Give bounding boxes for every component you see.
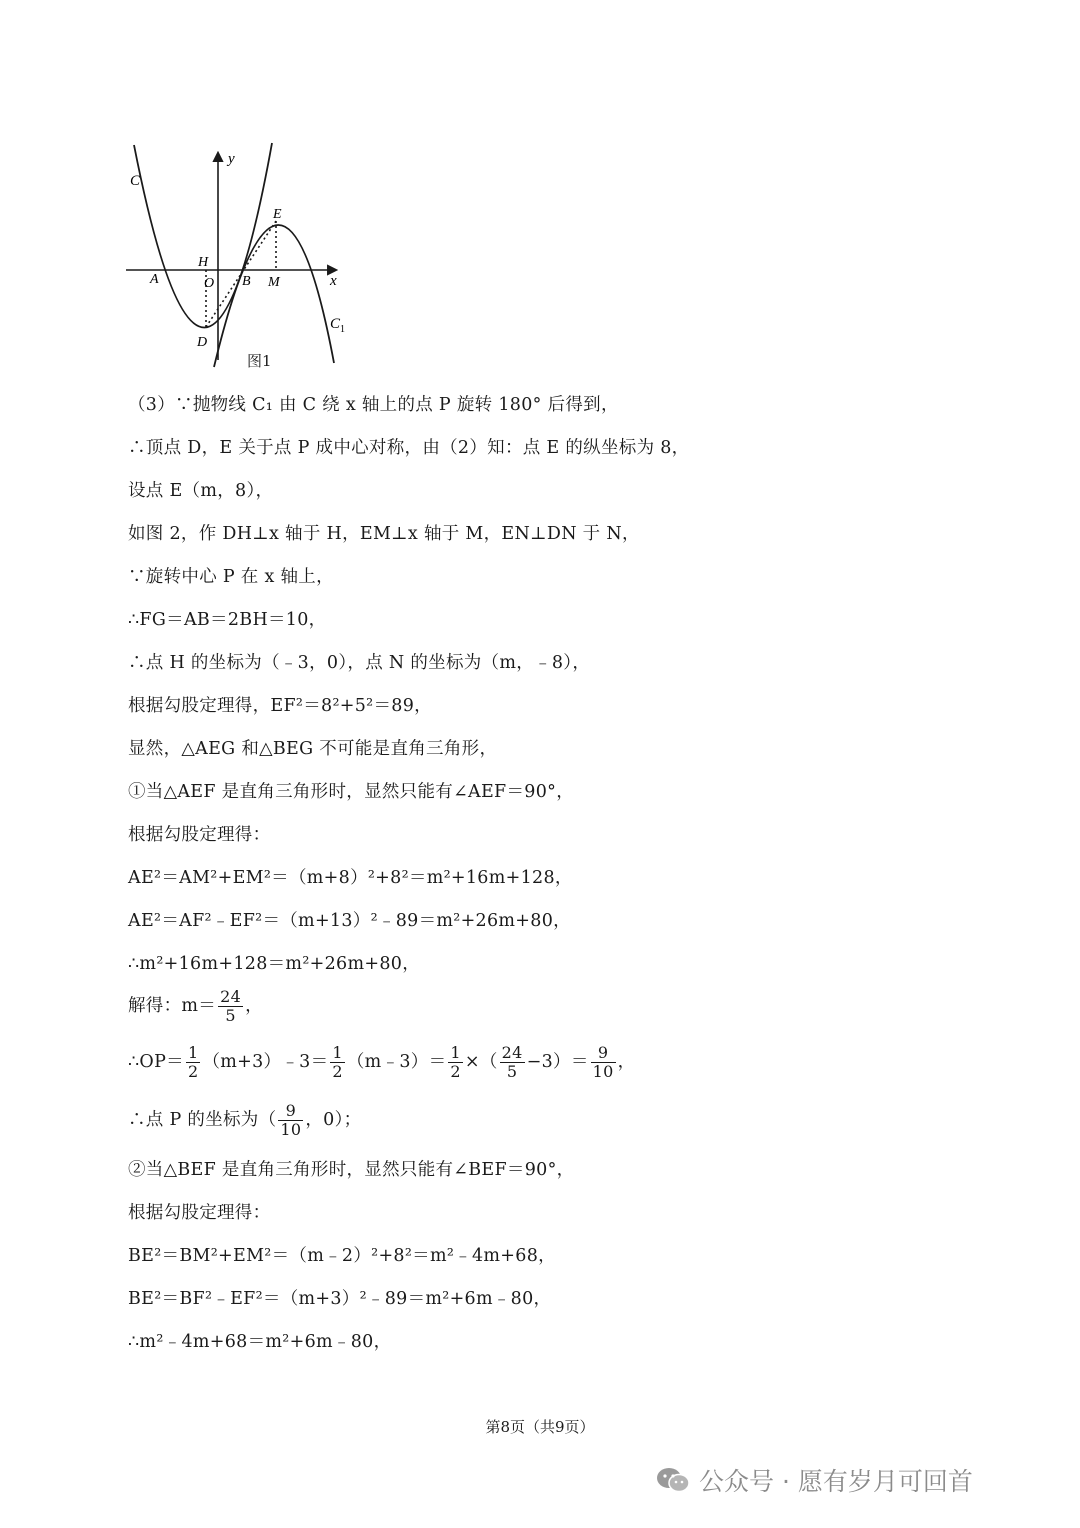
fraction-24-5-b: [500, 1044, 525, 1081]
fraction-1-2-a: [186, 1044, 200, 1081]
op-part-c: （m﹣3）＝: [346, 1052, 447, 1072]
point-p-tail: ，0）；: [305, 1110, 362, 1130]
frac-den: 10: [592, 1062, 614, 1081]
label-o: O: [204, 276, 215, 291]
watermark-text: 公众号 · 愿有岁月可回首: [699, 1467, 973, 1496]
frac-den: 2: [450, 1062, 461, 1081]
label-b: B: [242, 274, 251, 289]
text-line-11: 根据勾股定理得：: [128, 825, 271, 845]
op-part-d: ×（: [464, 1052, 498, 1072]
frac-den: 5: [506, 1062, 518, 1081]
frac-den: 2: [332, 1062, 343, 1081]
text-line-14: ∴m²+16m+128＝m²+26m+80，: [128, 954, 420, 974]
text-line-12: AE²＝AM²+EM²＝（m+8）²+8²＝m²+16m+128，: [128, 868, 573, 888]
label-e: E: [273, 207, 282, 222]
frac-num: 1: [450, 1043, 461, 1062]
frac-num: 1: [187, 1043, 199, 1062]
fraction-1-2-b: [330, 1044, 344, 1081]
text-line-4: 如图 2，作 DH⊥x 轴于 H，EM⊥x 轴于 M，EN⊥DN 于 N，: [128, 524, 640, 544]
text-line-18: ②当△BEF 是直角三角形时，显然只能有∠BEF＝90°，: [128, 1160, 575, 1180]
text-line-20: BE²＝BM²+EM²＝（m﹣2）²+8²＝m²﹣4m+68，: [128, 1246, 556, 1266]
label-h: H: [198, 255, 209, 270]
parabola-c: [134, 143, 272, 328]
solve-label: 解得：m＝: [128, 996, 217, 1016]
text-line-7: ∴点 H 的坐标为（﹣3，0），点 N 的坐标为（m，﹣8），: [128, 653, 591, 673]
fraction-1-2-c: [448, 1044, 462, 1081]
op-part-e: −3）＝: [526, 1052, 589, 1072]
wechat-icon: [655, 1465, 691, 1495]
label-m: M: [268, 275, 280, 290]
text-line-15: [128, 988, 263, 1025]
frac-num: 24: [501, 1043, 523, 1062]
text-line-13: AE²＝AF²﹣EF²＝（m+13）²﹣89＝m²+26m+80，: [128, 911, 571, 931]
frac-num: 9: [278, 1102, 303, 1121]
label-d: D: [197, 335, 208, 350]
label-c: C: [130, 173, 141, 189]
parabola-figure: [110, 135, 370, 375]
frac-num: 1: [332, 1043, 343, 1062]
text-line-17: [128, 1102, 361, 1139]
text-line-3: 设点 E（m，8），: [128, 481, 274, 501]
frac-num: 24: [220, 987, 242, 1006]
text-line-22: ∴m²﹣4m+68＝m²+6m﹣80，: [128, 1332, 392, 1352]
text-line-1: （3）∵抛物线 C₁ 由 C 绕 x 轴上的点 P 旋转 180° 后得到，: [128, 395, 619, 415]
text-line-6: ∴FG＝AB＝2BH＝10，: [128, 610, 327, 630]
frac-den: 2: [187, 1062, 199, 1081]
solve-tail: ，: [245, 996, 263, 1016]
label-a: A: [150, 272, 159, 287]
text-line-16: [128, 1044, 635, 1081]
frac-num: 9: [591, 1044, 616, 1063]
text-line-10: ①当△AEF 是直角三角形时，显然只能有∠AEF＝90°，: [128, 782, 575, 802]
op-part-b: （m+3）﹣3＝: [202, 1052, 329, 1072]
label-y: y: [228, 151, 235, 167]
text-line-2: ∴顶点 D，E 关于点 P 成中心对称，由（2）知：点 E 的纵坐标为 8，: [128, 438, 690, 458]
fraction-9-10-b: [278, 1102, 303, 1139]
label-x: x: [330, 273, 337, 289]
watermark: [655, 1462, 973, 1498]
point-p-label: ∴点 P 的坐标为（: [128, 1110, 277, 1130]
text-line-19: 根据勾股定理得：: [128, 1203, 271, 1223]
op-part-f: ，: [617, 1052, 636, 1072]
text-line-5: ∵旋转中心 P 在 x 轴上，: [128, 567, 334, 587]
text-line-8: 根据勾股定理得，EF²＝8²+5²＝89，: [128, 696, 432, 716]
page-footer: 第8页（共9页）: [485, 1418, 595, 1436]
op-label: ∴OP＝: [128, 1052, 184, 1072]
frac-den: 5: [225, 1006, 236, 1025]
text-line-9: 显然，△AEG 和△BEG 不可能是直角三角形，: [128, 739, 498, 759]
label-c1: $C_1$: [330, 316, 346, 335]
figure-caption: 图1: [247, 352, 272, 370]
parabola-graph: [110, 135, 370, 375]
fraction-24-5: [218, 988, 243, 1025]
frac-den: 10: [280, 1120, 302, 1139]
fraction-9-10: [591, 1044, 616, 1081]
text-line-21: BE²＝BF²﹣EF²＝（m+3）²﹣89＝m²+6m﹣80，: [128, 1289, 552, 1309]
